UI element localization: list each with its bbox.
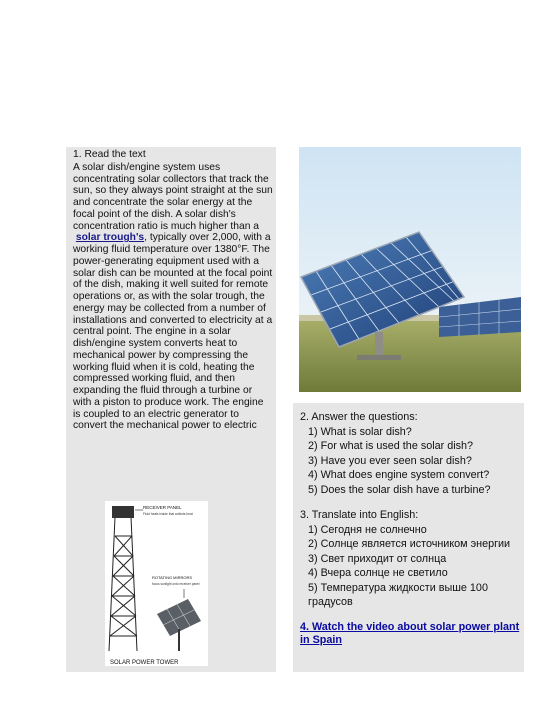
- question-item: 3) Have you ever seen solar dish?: [308, 454, 472, 467]
- solar-trough-link[interactable]: solar trough's: [75, 232, 145, 244]
- question-item: 5) Does the solar dish have a turbine?: [308, 483, 491, 496]
- questions-heading: 2. Answer the questions:: [300, 411, 418, 423]
- receiver-sublabel: Fluid heats inside that collects heat: [143, 512, 193, 516]
- question-item: 4) What does engine system convert?: [308, 469, 490, 481]
- receiver-label: RECEIVER PANEL: [143, 505, 182, 510]
- mirrors-sublabel: focus sunlight onto receiver panel: [152, 582, 200, 586]
- solar-power-tower-diagram: [105, 501, 208, 666]
- solar-panel-photo: [299, 147, 521, 392]
- reading-section: [73, 149, 273, 432]
- translate-item: 2) Солнце является источником энергии: [308, 538, 511, 550]
- reading-text-end: , typically over 2,000, with a working fluid temperature over 1380°F. The power-generating equipment used with a solar dish can be mounted at the focal point of the dish, making it well suited for remote operations or, as with the solar trough, the energy may be collected from a number of installations and converted to electricity at a central point. The engine in a solar dish/engine system converts heat to mechanical power by compressing the working fluid when it is cold, heating the compressed working fluid, and then expanding the fluid through a turbine or with a piston to produce work. The engine is coupled to an electric generator to convert the mechanical power to electric: [73, 232, 273, 432]
- diagram-caption: SOLAR POWER TOWER: [110, 660, 179, 666]
- reading-heading: 1. Read the text: [73, 149, 146, 160]
- reading-text-start: A solar dish/engine system uses concentrating solar collectors that track the sun, so they always point straight at the sun and concentrate the solar energy at the focal point of the dish. A solar dish's concentration ratio is much higher than a: [73, 161, 273, 232]
- question-item: 1) What is solar dish?: [308, 425, 412, 438]
- reading-text: [73, 162, 273, 432]
- translate-item: 4) Вчера солнце не светило: [308, 567, 448, 579]
- translate-item: 1) Сегодня не солнечно: [308, 523, 427, 536]
- watch-video-link[interactable]: 4. Watch the video about solar power plant in Spain: [300, 620, 520, 646]
- spacer: [300, 497, 522, 508]
- exercises-section: [300, 410, 522, 647]
- mirrors-label: ROTATING MIRRORS: [152, 575, 193, 580]
- translate-heading: 3. Translate into English:: [300, 509, 419, 521]
- question-item: 2) For what is used the solar dish?: [308, 440, 474, 452]
- translate-item: 5) Температура жидкости выше 100 градусов: [308, 581, 488, 608]
- translate-item: 3) Свет приходит от солнца: [308, 552, 447, 565]
